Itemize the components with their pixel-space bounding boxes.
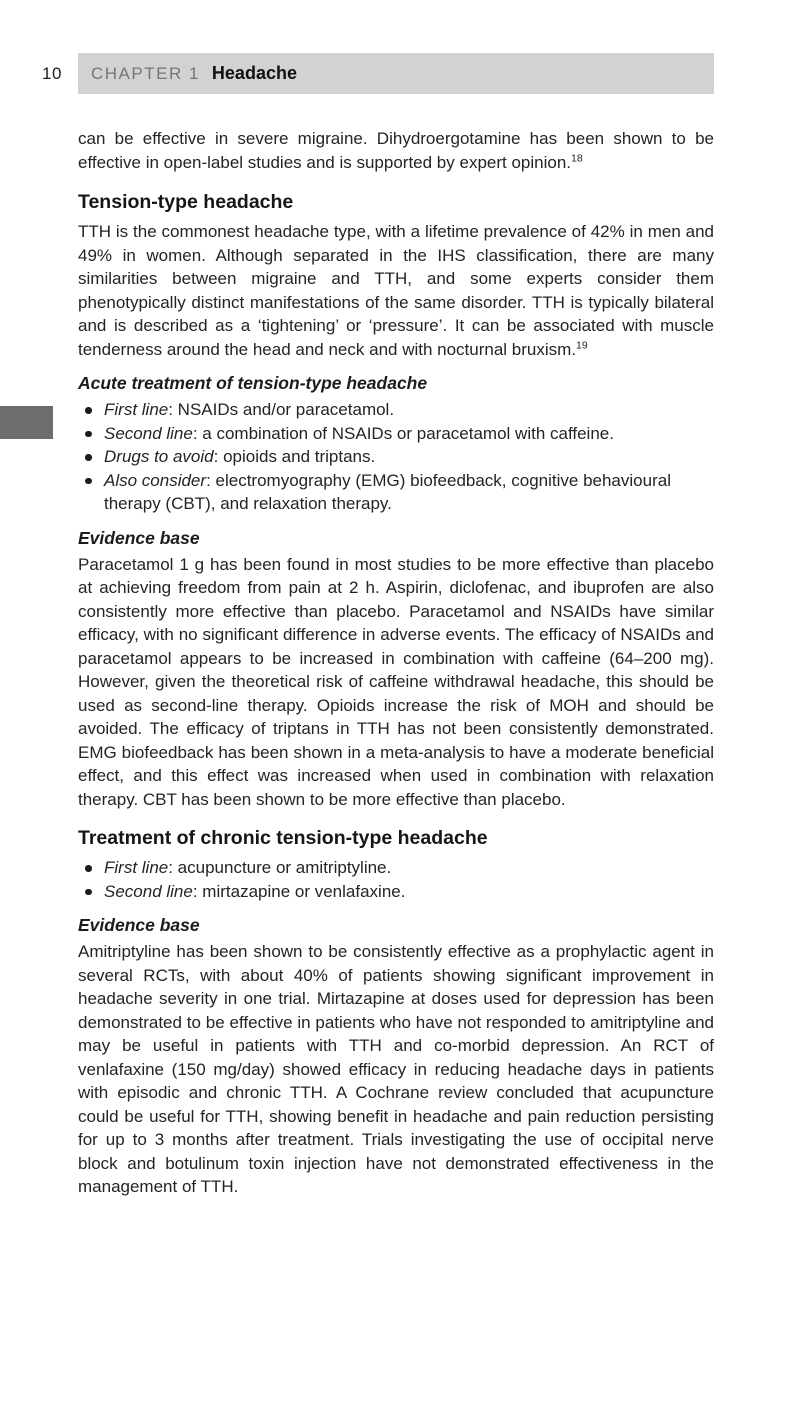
page-content — [78, 127, 714, 1199]
list-item — [78, 422, 714, 446]
chapter-label: CHAPTER 1 — [91, 63, 200, 83]
list-item — [78, 856, 714, 880]
bullet-lead: Second line — [104, 881, 193, 901]
reference-superscript-19: 19 — [576, 338, 588, 351]
subheading-evidence-base-acute: Evidence base — [78, 527, 200, 548]
intro-text: can be effective in severe migraine. Dihydroergotamine has been shown to be effective in open-label studies and is supported by expert opinion. — [78, 129, 714, 172]
bullet-text: : NSAIDs and/or paracetamol. — [168, 400, 395, 419]
bullet-lead: Also consider — [104, 470, 207, 490]
list-item — [78, 445, 714, 469]
evidence-base-chronic-paragraph: Amitriptyline has been shown to be consistently effective as a prophylactic agent in several RCTs, with about 40% of patients showing significant improvement in headache severity in one trial. Mirtazapine at doses used for depression has been demonstrated to be effective in patients who have not responded to amitriptyline and may be useful in patients with TTH and co-morbid depression. An RCT of venlafaxine (150 mg/day) showed efficacy in reducing headache days in patients with episodic and chronic TTH. A Cochrane review concluded that acupuncture could be useful for TTH, showing benefit in headache and pain reduction persisting for up to 3 months after treatment. Trials investigating the use of occipital nerve block and botulinum toxin injection have not demonstrated effectiveness in the management of TTH. — [78, 942, 714, 1196]
chronic-treatment-bullet-list — [78, 856, 714, 903]
list-item — [78, 880, 714, 904]
bullet-lead: Second line — [104, 423, 193, 443]
bullet-text: : a combination of NSAIDs or paracetamol with caffeine. — [192, 423, 614, 443]
page-number: 10 — [42, 63, 62, 83]
list-item — [78, 398, 714, 422]
bullet-lead: First line — [104, 858, 169, 877]
bullet-text: : opioids and triptans. — [213, 447, 376, 466]
reference-superscript-18: 18 — [571, 151, 583, 164]
section-heading-chronic-tth: Treatment of chronic tension-type headache — [78, 827, 488, 849]
section-heading-tension-type-headache: Tension-type headache — [78, 191, 294, 213]
chapter-header-bar — [78, 53, 714, 94]
chapter-title: Headache — [211, 63, 297, 83]
tth-paragraph — [78, 220, 714, 361]
tth-text: TTH is the commonest headache type, with a lifetime prevalence of 42% in men and 49% in women. Although separated in the IHS classification, there are many similarities between migraine and TTH, and some experts consider them phenotypically distinct manifestations of the same disorder. TTH is typically bilateral and is described as a ‘tightening’ or ‘pressure’. It can be associated with muscle tenderness around the head and neck and with nocturnal bruxism. — [78, 222, 714, 359]
section-thumb-tab — [0, 406, 53, 439]
intro-paragraph — [78, 127, 714, 174]
bullet-lead: First line — [104, 400, 169, 419]
subheading-acute-treatment: Acute treatment of tension-type headache — [78, 373, 428, 393]
list-item — [78, 469, 714, 516]
evidence-base-acute-paragraph: Paracetamol 1 g has been found in most studies to be more effective than placebo at achieving freedom from pain at 2 h. Aspirin, diclofenac, and ibuprofen are also consistently more effective than placebo. Paracetamol and NSAIDs have similar efficacy, with no significant difference in adverse events. The efficacy of NSAIDs and paracetamol appears to be increased in combination with caffeine (64–200 mg). However, given the theoretical risk of caffeine withdrawal headache, this should be used as second-line therapy. Opioids increase the risk of MOH and should be avoided. The efficacy of triptans in TTH has not been consistently demonstrated. EMG biofeedback has been shown in a meta-analysis to have a moderate beneficial effect, and this effect was increased when used in combination with relaxation therapy. CBT has been shown to be more effective than placebo. — [78, 554, 714, 809]
subheading-evidence-base-chronic: Evidence base — [78, 915, 200, 935]
bullet-text: : mirtazapine or venlafaxine. — [192, 881, 406, 901]
bullet-text: : electromyography (EMG) biofeedback, cognitive behavioural therapy (CBT), and relaxation therapy. — [104, 470, 671, 513]
bullet-lead: Drugs to avoid — [104, 447, 214, 466]
acute-treatment-bullet-list — [78, 398, 714, 516]
bullet-text: : acupuncture or amitriptyline. — [168, 858, 392, 877]
